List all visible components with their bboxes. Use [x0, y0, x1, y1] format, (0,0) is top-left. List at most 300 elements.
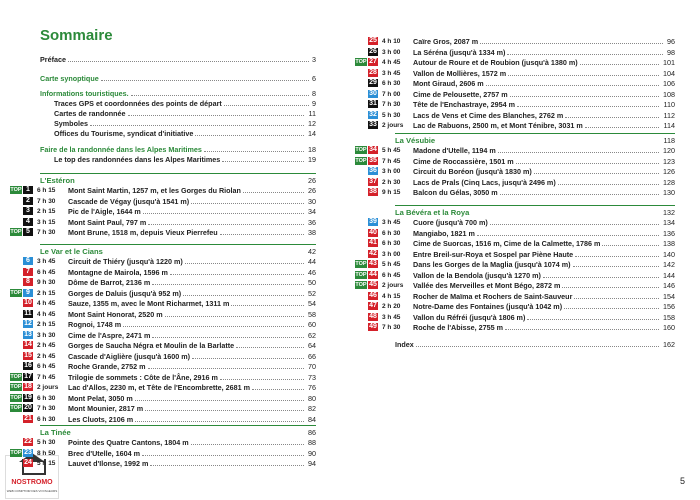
leader-dots	[543, 277, 659, 278]
top-badge: TOP	[355, 59, 367, 65]
hike-title: Mont Pelat, 3050 m	[68, 393, 133, 403]
hike-entry[interactable]	[355, 69, 675, 78]
hike-title: Dôme de Barrot, 2136 m	[68, 278, 151, 287]
top-badge: TOP	[355, 261, 367, 267]
leader-dots	[500, 194, 659, 195]
hike-entry[interactable]	[355, 121, 675, 130]
hike-page: 160	[663, 323, 675, 332]
hike-page: 120	[663, 146, 675, 155]
hike-entry[interactable]	[10, 197, 316, 206]
hike-entry[interactable]	[355, 111, 675, 120]
hike-title: Vallon de la Bendola (jusqu'à 1270 m)	[413, 270, 541, 280]
hike-entry[interactable]	[355, 313, 675, 322]
hike-entry[interactable]	[10, 362, 316, 371]
hike-entry[interactable]	[10, 394, 316, 403]
hike-title: Autour de Roure et de Roubion (jusqu'à 1380 m)	[413, 58, 578, 67]
leader-dots	[220, 379, 304, 380]
hike-entry[interactable]	[355, 323, 675, 332]
hike-number: 37	[369, 177, 377, 185]
top-badge: TOP	[10, 384, 22, 390]
hike-number: 26	[369, 47, 377, 55]
toc-page: 11	[308, 109, 316, 118]
leader-dots	[498, 152, 659, 153]
hike-duration: 2 h 45	[37, 342, 56, 349]
hike-page: 44	[308, 257, 316, 266]
hike-entry[interactable]	[355, 188, 675, 197]
hike-number: 15	[24, 351, 32, 359]
hike-page: 112	[663, 110, 675, 120]
hike-number: 49	[369, 323, 377, 330]
toc-label: Traces GPS et coordonnées des points de départ	[54, 99, 222, 108]
top-badge: TOP	[355, 282, 367, 288]
hike-duration: 4 h 45	[382, 59, 401, 66]
hike-title: Gorges de Saucha Négra et Moulin de la Barlatte	[68, 341, 235, 350]
toc-page: 8	[312, 89, 316, 98]
top-badge: TOP	[10, 229, 22, 235]
hike-duration: 6 h 30	[37, 394, 56, 402]
hike-page: 110	[663, 100, 675, 109]
hike-number: 46	[369, 291, 377, 299]
toc-row[interactable]	[40, 99, 316, 108]
hike-page: 38	[308, 228, 316, 237]
hike-entry[interactable]	[10, 449, 316, 458]
leader-dots	[68, 61, 309, 62]
hike-duration: 6 h 30	[37, 415, 56, 423]
hike-number: 12	[24, 320, 32, 327]
hike-page: 140	[663, 249, 675, 259]
hike-entry[interactable]	[10, 186, 316, 195]
hike-number: 45	[369, 281, 377, 288]
hike-duration: 5 h 30	[37, 439, 56, 446]
hike-title: Cime de l'Aspre, 2471 m	[68, 330, 151, 340]
hike-duration: 7 h 30	[382, 324, 401, 331]
hike-duration: 5 h 30	[382, 111, 401, 119]
hike-number: 23	[24, 448, 32, 456]
hike-entry[interactable]	[10, 228, 316, 237]
leader-dots	[507, 54, 663, 55]
hike-page: 108	[663, 89, 675, 99]
leader-dots	[128, 115, 304, 116]
hike-entry[interactable]	[10, 257, 316, 266]
toc-page: 9	[312, 99, 316, 108]
section-rule	[40, 244, 316, 245]
toc-label: Offices du Tourisme, syndicat d'initiative	[54, 129, 194, 138]
top-badge: TOP	[355, 147, 367, 153]
hike-page: 73	[308, 372, 316, 382]
leader-dots	[490, 224, 659, 225]
leader-dots	[150, 465, 304, 466]
toc-label: Carte synoptique	[40, 74, 99, 83]
leader-dots	[135, 400, 304, 401]
hike-page: 128	[663, 177, 675, 187]
hike-page: 134	[663, 218, 675, 227]
hike-entry[interactable]	[10, 341, 316, 350]
hike-title: Notre-Dame des Fontaines (jusqu'à 1042 m)	[413, 302, 563, 311]
hike-entry[interactable]	[10, 352, 316, 361]
top-badge: TOP	[10, 405, 22, 411]
hike-number: 19	[24, 393, 32, 401]
hike-number: 43	[369, 260, 377, 267]
hike-page: 98	[667, 47, 675, 57]
hike-entry[interactable]	[10, 218, 316, 227]
hike-title: Circuit du Boréon (jusqu'à 1830 m)	[413, 167, 532, 176]
hike-duration: 3 h 15	[37, 218, 56, 226]
hike-duration: 2 h 15	[37, 289, 56, 297]
hike-page: 130	[663, 188, 675, 197]
hike-number: 25	[369, 37, 377, 44]
leader-dots	[224, 105, 309, 106]
hike-page: 26	[308, 186, 316, 195]
hike-entry[interactable]	[10, 299, 316, 308]
leader-dots	[562, 287, 659, 288]
toc-row[interactable]	[40, 129, 316, 138]
hike-duration: 2 jours	[37, 384, 59, 391]
hike-entry[interactable]	[355, 146, 675, 155]
hike-title: Vallon de Mollières, 1572 m	[413, 68, 507, 78]
hike-entry[interactable]	[355, 157, 675, 166]
hike-page: 66	[308, 351, 316, 361]
toc-page: 14	[308, 129, 316, 138]
hike-duration: 6 h 30	[382, 80, 401, 87]
hike-duration: 9 h 30	[37, 279, 56, 286]
hike-number: 6	[23, 257, 33, 265]
hike-entry[interactable]	[355, 48, 675, 57]
section-title: La Tinée	[40, 428, 71, 437]
hike-page: 34	[308, 207, 316, 216]
hike-duration: 5 h 15	[37, 460, 56, 467]
hike-title: Pic de l'Aigle, 1644 m	[68, 207, 141, 216]
leader-dots	[527, 319, 659, 320]
hike-entry[interactable]	[355, 218, 675, 227]
leader-dots	[505, 329, 659, 330]
hike-page: 138	[663, 239, 675, 248]
hike-number: 22	[24, 438, 32, 445]
leader-dots	[477, 235, 659, 236]
hike-entry[interactable]	[10, 289, 316, 298]
hike-title: Sauze, 1355 m, avec le Mont Richarmet, 1311 m	[68, 299, 230, 308]
leader-dots	[142, 455, 304, 456]
hike-entry[interactable]	[355, 167, 675, 176]
logo-brand: NOSTROMO	[11, 479, 53, 486]
hike-entry[interactable]	[355, 58, 675, 67]
leader-dots	[165, 316, 304, 317]
hike-number: 27	[369, 58, 377, 65]
hike-title: Mont Saint Paul, 797 m	[68, 217, 147, 227]
hike-page: 126	[663, 167, 675, 176]
hike-entry[interactable]	[355, 302, 675, 311]
hike-page: 76	[308, 383, 316, 392]
toc-row[interactable]	[395, 340, 675, 349]
hike-duration: 7 h 00	[382, 90, 401, 98]
hike-number: 7	[23, 268, 33, 276]
leader-dots	[148, 224, 304, 225]
hike-number: 29	[369, 79, 377, 86]
hike-entry[interactable]	[10, 268, 316, 277]
section-rule	[40, 173, 316, 174]
section-title: Le Var et le Cians	[40, 247, 103, 256]
leader-dots	[152, 284, 304, 285]
hike-duration: 3 h 00	[382, 250, 401, 258]
toc-row[interactable]	[40, 89, 316, 98]
hike-entry[interactable]	[10, 310, 316, 319]
leader-dots	[90, 125, 304, 126]
leader-dots	[480, 43, 663, 44]
hike-duration: 9 h 15	[382, 189, 401, 196]
top-badge: TOP	[10, 449, 22, 456]
hike-entry[interactable]	[10, 278, 316, 287]
hike-page: 158	[663, 312, 675, 322]
top-badge: TOP	[10, 373, 22, 380]
hike-entry[interactable]	[355, 37, 675, 46]
toc-row[interactable]	[40, 155, 316, 164]
hike-duration: 4 h 10	[382, 38, 401, 45]
toc-page: 19	[308, 155, 316, 164]
hike-page: 96	[667, 37, 675, 46]
hike-page: 144	[663, 270, 675, 280]
toc-label: Le top des randonnées dans les Alpes Maritimes	[54, 155, 221, 164]
hike-title: Roche de l'Abisse, 2755 m	[413, 323, 503, 332]
hike-number: 48	[369, 312, 377, 320]
hike-number: 4	[23, 218, 33, 226]
hike-duration: 2 jours	[382, 122, 404, 129]
hike-title: Caïre Gros, 2087 m	[413, 37, 479, 46]
hike-entry[interactable]	[355, 79, 675, 88]
hike-duration: 3 h 45	[382, 219, 401, 226]
leader-dots	[183, 295, 304, 296]
hike-number: 10	[24, 299, 32, 306]
hike-duration: 2 h 15	[37, 208, 56, 215]
hike-duration: 7 h 45	[382, 157, 401, 165]
leader-dots	[516, 163, 659, 164]
hike-duration: 3 h 00	[382, 168, 401, 175]
leader-dots	[236, 347, 304, 348]
hike-title: Mont Giraud, 2606 m	[413, 79, 484, 88]
leader-dots	[486, 85, 659, 86]
hike-page: 82	[308, 404, 316, 413]
hike-number: 13	[24, 330, 32, 338]
leader-dots	[222, 161, 304, 162]
hike-page: 64	[308, 341, 316, 350]
hike-entry[interactable]	[355, 271, 675, 280]
hike-number: 28	[369, 68, 377, 76]
hike-page: 80	[308, 393, 316, 403]
leader-dots	[204, 151, 304, 152]
hike-title: Lac d'Allos, 2230 m, et Tête de l'Encombrette, 2681 m	[68, 383, 250, 392]
hike-entry[interactable]	[10, 373, 316, 382]
section-title: La Bévéra et la Roya	[395, 208, 470, 217]
toc-page: 162	[663, 340, 675, 349]
hike-entry[interactable]	[10, 415, 316, 424]
hike-title: Brec d'Utelle, 1604 m	[68, 448, 141, 458]
leader-dots	[517, 106, 659, 107]
hike-number: 3	[23, 207, 33, 215]
hike-entry[interactable]	[355, 178, 675, 187]
hike-title: Pointe des Quatre Cantons, 1804 m	[68, 438, 189, 447]
toc-row[interactable]	[40, 119, 316, 128]
leader-dots	[185, 263, 304, 264]
hike-duration: 4 h 45	[37, 300, 56, 307]
top-badge: TOP	[10, 394, 22, 401]
leader-dots	[602, 245, 659, 246]
leader-dots	[416, 346, 659, 347]
hike-title: Lacs de Prals (Cinq Lacs, jusqu'à 2496 m)	[413, 177, 556, 187]
hike-title: Mangiabo, 1821 m	[413, 228, 475, 238]
hike-number: 36	[369, 167, 377, 174]
toc-label: Cartes de randonnée	[54, 109, 126, 118]
leader-dots	[558, 184, 659, 185]
hike-page: 58	[308, 309, 316, 319]
hike-title: Lauvet d'Ilonse, 1992 m	[68, 459, 149, 468]
hike-duration: 2 h 30	[382, 178, 401, 186]
hike-title: Cascade d'Aiglière (jusqu'à 1600 m)	[68, 351, 191, 361]
hike-page: 156	[663, 302, 675, 311]
hike-title: Gorges de Daluis (jusqu'à 952 m)	[68, 288, 182, 298]
section-rule	[40, 425, 316, 426]
hike-duration: 6 h 15	[37, 187, 56, 194]
hike-number: 24	[24, 459, 32, 466]
hike-number: 21	[24, 414, 32, 422]
leader-dots	[143, 213, 304, 214]
leader-dots	[585, 127, 659, 128]
hike-page: 154	[663, 291, 675, 301]
hike-title: Vallon du Réfréi (jusqu'à 1806 m)	[413, 312, 526, 322]
hike-number: 33	[369, 121, 377, 128]
toc-page: 18	[308, 145, 316, 154]
hike-entry[interactable]	[355, 100, 675, 109]
section-rule	[395, 133, 675, 134]
hike-entry[interactable]	[10, 331, 316, 340]
hike-number: 1	[23, 186, 33, 194]
hike-entry[interactable]	[355, 239, 675, 248]
hike-duration: 4 h 15	[382, 292, 401, 300]
hike-entry[interactable]	[10, 459, 316, 468]
hike-title: Mont Mounier, 2817 m	[68, 404, 144, 413]
hike-duration: 5 h 45	[382, 147, 401, 154]
hike-title: Lacs de Vens et Cime des Blanches, 2762 m	[413, 110, 564, 120]
leader-dots	[231, 305, 304, 306]
hike-entry[interactable]	[10, 383, 316, 392]
hike-page: 54	[308, 299, 316, 308]
hike-page: 94	[308, 459, 316, 468]
hike-number: 17	[24, 372, 32, 380]
hike-duration: 2 jours	[382, 282, 404, 289]
page-title: Sommaire	[40, 27, 113, 44]
toc-row[interactable]	[40, 55, 316, 64]
hike-page: 30	[308, 196, 316, 206]
toc-label: Faire de la randonnée dans les Alpes Maritimes	[40, 145, 202, 154]
hike-page: 36	[308, 217, 316, 227]
hike-entry[interactable]	[355, 229, 675, 238]
leader-dots	[152, 337, 304, 338]
leader-dots	[580, 64, 659, 65]
hike-entry[interactable]	[10, 207, 316, 216]
toc-row[interactable]	[40, 145, 316, 154]
hike-title: Montagne de Mairola, 1596 m	[68, 267, 168, 277]
leader-dots	[508, 75, 659, 76]
hike-page: 142	[663, 260, 675, 269]
hike-title: Balcon du Gélas, 3050 m	[413, 188, 498, 197]
hike-entry[interactable]	[355, 250, 675, 259]
leader-dots	[510, 96, 659, 97]
leader-dots	[252, 389, 304, 390]
top-badge: TOP	[10, 289, 22, 296]
hike-duration: 3 h 45	[382, 313, 401, 321]
toc-page: 3	[312, 55, 316, 64]
hike-page: 52	[308, 288, 316, 298]
hike-number: 34	[369, 146, 377, 153]
hike-duration: 3 h 45	[37, 258, 56, 265]
leader-dots	[534, 173, 659, 174]
toc-label: Symboles	[54, 119, 88, 128]
hike-duration: 8 h 50	[37, 449, 56, 457]
hike-number: 42	[369, 249, 377, 257]
hike-duration: 4 h 45	[37, 310, 56, 318]
hike-title: Circuit de Thiéry (jusqu'à 1220 m)	[68, 257, 183, 266]
toc-label: Informations touristiques.	[40, 89, 129, 98]
hike-number: 8	[23, 278, 33, 286]
hike-entry[interactable]	[355, 260, 675, 269]
hike-duration: 3 h 30	[37, 331, 56, 339]
hike-entry[interactable]	[355, 292, 675, 301]
hike-title: Lac de Rabuons, 2500 m, et Mont Ténibre, 3031 m	[413, 121, 583, 130]
hike-page: 136	[663, 228, 675, 238]
hike-title: Madone d'Utelle, 1194 m	[413, 146, 496, 155]
hike-page: 62	[308, 330, 316, 340]
leader-dots	[131, 95, 309, 96]
hike-page: 101	[663, 58, 675, 67]
hike-entry[interactable]	[355, 281, 675, 290]
hike-title: Rocher de Maïma et Rochers de Saint-Sauveur	[413, 291, 573, 301]
hike-number: 18	[24, 383, 32, 390]
hike-title: Vallée des Merveilles et Mont Bégo, 2872 m	[413, 281, 561, 290]
hike-duration: 6 h 30	[382, 229, 401, 237]
hike-entry[interactable]	[10, 404, 316, 413]
hike-title: Tête de l'Enchastraye, 2954 m	[413, 100, 515, 109]
hike-page: 70	[308, 362, 316, 371]
hike-number: 11	[24, 309, 32, 317]
hike-duration: 3 h 45	[382, 69, 401, 77]
hike-duration: 6 h 45	[382, 271, 401, 279]
toc-row[interactable]	[40, 109, 316, 118]
hike-entry[interactable]	[355, 90, 675, 99]
leader-dots	[243, 192, 304, 193]
hike-title: Cime de Roccassière, 1501 m	[413, 156, 514, 166]
hike-duration: 2 h 20	[382, 303, 401, 310]
leader-dots	[573, 266, 659, 267]
hike-duration: 5 h 45	[382, 261, 401, 268]
leader-dots	[195, 135, 304, 136]
top-badge: TOP	[10, 187, 22, 193]
hike-duration: 7 h 30	[37, 405, 56, 412]
top-badge: TOP	[355, 271, 367, 278]
hike-page: 60	[308, 320, 316, 329]
hike-duration: 3 h 00	[382, 48, 401, 56]
hike-duration: 2 h 15	[37, 321, 56, 328]
hike-entry[interactable]	[10, 320, 316, 329]
hike-entry[interactable]	[10, 438, 316, 447]
hike-title: Trilogie de sommets : Côte de l'Âne, 2916 m	[68, 372, 218, 382]
hike-page: 114	[663, 121, 675, 130]
hike-page: 123	[663, 156, 675, 166]
hike-page: 146	[663, 281, 675, 290]
hike-title: Dans les Gorges de la Maglia (jusqu'à 1074 m)	[413, 260, 571, 269]
hike-title: La Séréna (jusqu'à 1334 m)	[413, 47, 506, 57]
hike-page: 46	[308, 267, 316, 277]
toc-row[interactable]	[40, 74, 316, 83]
leader-dots	[575, 256, 659, 257]
hike-number: 16	[24, 362, 32, 369]
hike-number: 31	[369, 100, 377, 107]
